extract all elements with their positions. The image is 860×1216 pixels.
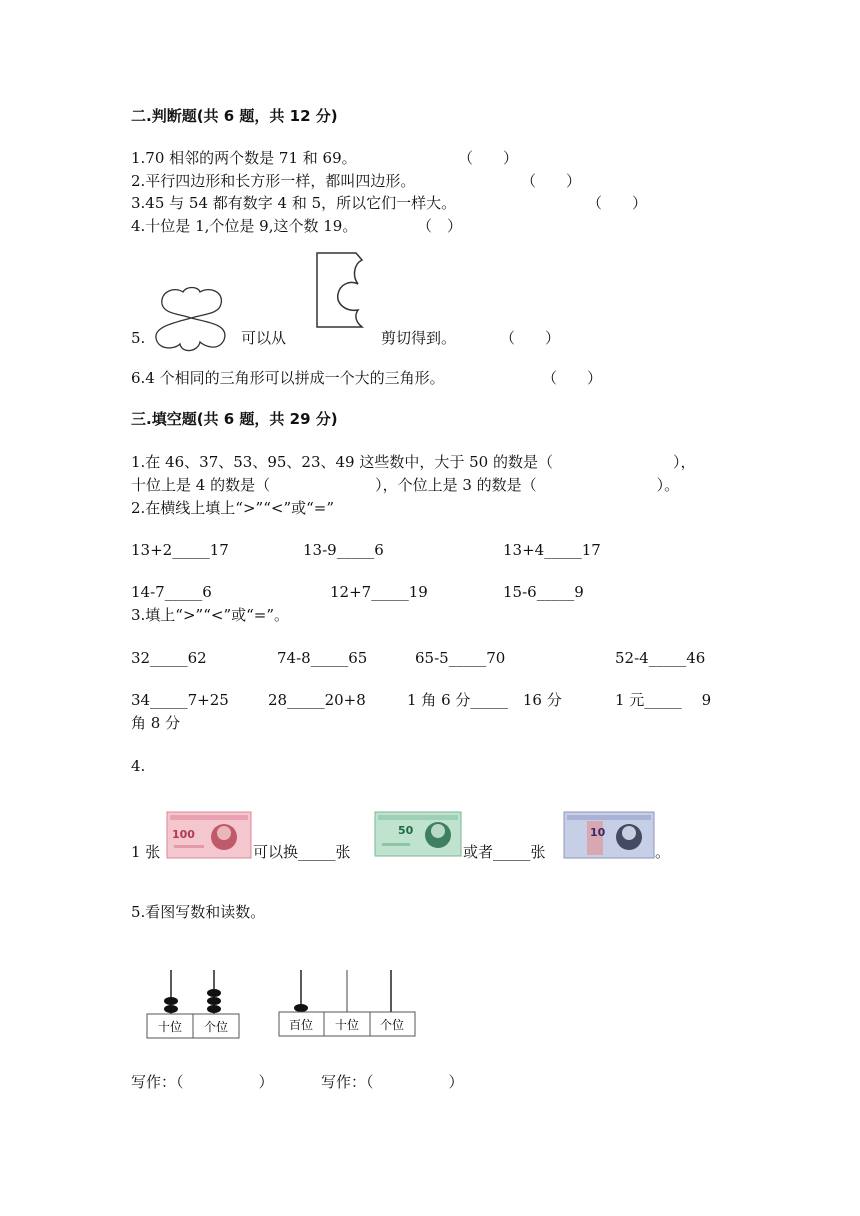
compare-item[interactable]: 12+7_____19 — [330, 583, 428, 601]
cut-paper-shape-icon — [312, 250, 368, 330]
compare-item[interactable]: 13+4_____17 — [503, 541, 601, 559]
compare-item[interactable]: 28_____20+8 — [268, 691, 366, 709]
abacus2-label-ones: 个位 — [379, 1018, 405, 1032]
fill-q4-text-a: 1 张 — [131, 843, 161, 861]
abacus2-label-hundreds: 百位 — [288, 1018, 314, 1032]
compare-item[interactable]: 13-9_____6 — [303, 541, 384, 559]
note-10-label: 10 — [590, 826, 606, 839]
fill-q1-line2: 十位上是 4 的数是（ ），个位上是 3 的数是（ ）。 — [131, 476, 680, 494]
judge-q6: 6.4 个相同的三角形可以拼成一个大的三角形。 — [131, 369, 445, 387]
compare-item[interactable]: 14-7_____6 — [131, 583, 212, 601]
write-answer-2[interactable]: 写作：（ ） — [321, 1073, 464, 1091]
fill-q4-text-b[interactable]: 可以换_____张 — [253, 843, 351, 861]
compare-item[interactable]: 15-6_____9 — [503, 583, 584, 601]
answer-paren-q4[interactable]: （ ） — [417, 217, 463, 235]
judge-q5-number: 5. — [131, 329, 146, 347]
abacus-three-digit — [276, 966, 418, 1038]
fill-q2-title: 2.在横线上填上“>”“<”或“=” — [131, 499, 335, 517]
compare-item[interactable]: 34_____7+25 — [131, 691, 229, 709]
compare-item[interactable]: 74-8_____65 — [277, 649, 368, 667]
judge-q1: 1.70 相邻的两个数是 71 和 69。 — [131, 149, 357, 167]
compare-item[interactable]: 1 角 6 分_____ 16 分 — [407, 691, 562, 709]
answer-paren-q5[interactable]: （ ） — [500, 329, 561, 347]
answer-paren-q2[interactable]: （ ） — [521, 172, 582, 190]
banknote-50-icon — [374, 811, 462, 857]
compare-item[interactable]: 65-5_____70 — [415, 649, 506, 667]
judge-q5-mid: 可以从 — [241, 329, 287, 347]
answer-paren-q6[interactable]: （ ） — [542, 369, 603, 387]
section-3-title: 三.填空题(共 6 题，共 29 分) — [131, 410, 338, 428]
abacus2-label-tens: 十位 — [334, 1018, 360, 1032]
compare-item[interactable]: 52-4_____46 — [615, 649, 706, 667]
banknote-100-icon — [166, 811, 252, 859]
section-2-title: 二.判断题(共 6 题，共 12 分) — [131, 107, 338, 125]
fill-q4-number: 4. — [131, 757, 146, 775]
note-50-label: 50 — [398, 824, 414, 837]
abacus-two-digit — [144, 966, 242, 1042]
answer-paren-q3[interactable]: （ ） — [587, 194, 648, 212]
banknote-10-icon — [563, 811, 655, 859]
fill-q3-title: 3.填上“>”“<”或“=”。 — [131, 606, 290, 624]
clover-shape-icon — [150, 284, 232, 356]
abacus1-label-tens: 十位 — [157, 1020, 183, 1034]
abacus1-label-ones: 个位 — [203, 1020, 229, 1034]
compare-item[interactable]: 13+2_____17 — [131, 541, 229, 559]
fill-q4-text-d: 。 — [655, 843, 671, 861]
judge-q2: 2.平行四边形和长方形一样，都叫四边形。 — [131, 172, 416, 190]
judge-q5-end: 剪切得到。 — [381, 329, 457, 347]
write-answer-1[interactable]: 写作：（ ） — [131, 1073, 274, 1091]
judge-q4: 4.十位是 1,个位是 9,这个数 19。 — [131, 217, 358, 235]
fill-q1-line1: 1.在 46、37、53、95、23、49 这些数中，大于 50 的数是（ ）， — [131, 453, 696, 471]
answer-paren-q1[interactable]: （ ） — [458, 149, 519, 167]
fill-q4-text-c[interactable]: 或者_____张 — [463, 843, 546, 861]
compare-item[interactable]: 32_____62 — [131, 649, 207, 667]
judge-q3: 3.45 与 54 都有数字 4 和 5，所以它们一样大。 — [131, 194, 457, 212]
compare-item-wrap: 角 8 分 — [131, 714, 181, 732]
compare-item[interactable]: 1 元_____ 9 — [615, 691, 712, 709]
fill-q5-title: 5.看图写数和读数。 — [131, 903, 266, 921]
note-100-label: 100 — [172, 828, 195, 841]
